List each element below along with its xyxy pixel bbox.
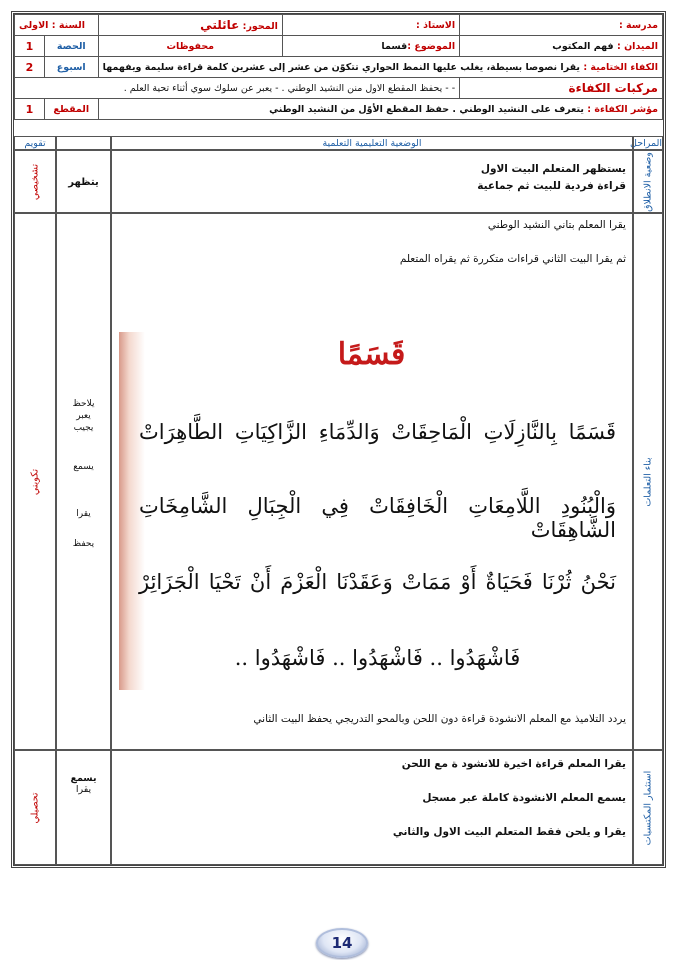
stage-invest-label: استثمار المكتسبات	[642, 770, 654, 845]
axis-cell	[98, 15, 282, 36]
invest-line-1: يقرا المعلم قراءة اخيرة للانشود ة مع اللحن	[401, 758, 626, 770]
week-value: 2	[15, 57, 45, 78]
eval-header: تقويم	[14, 136, 56, 150]
indicator-text: يتعرف على النشيد الوطني . حفظ المقطع الأوّل من النشيد الوطني	[269, 103, 584, 115]
build-line-2: ثم يقرا البيت الثاني قراءات متكررة ثم يقراه المتعلم	[399, 253, 626, 265]
school-cell: مدرسة :	[460, 15, 663, 36]
eval-diagnostic	[14, 150, 56, 213]
stages-header: المراحل	[630, 138, 662, 149]
eval-formative	[14, 213, 56, 750]
stage-launch	[633, 150, 663, 213]
invest-side	[56, 750, 111, 865]
anthem-verse-1: قَسَمًا بِالنَّازِلَاتِ الْمَاحِقَاتْ وَالدِّمَاءِ الزَّاكِيَاتِ الطَّاهِرَاتْ	[139, 420, 616, 444]
page-number-badge: 14	[316, 928, 368, 958]
eval-summative-label: تحصيلي	[29, 792, 41, 823]
session-value: 1	[15, 36, 45, 57]
indicator-label: مؤشر الكفاءة :	[587, 103, 658, 115]
anthem-image	[119, 332, 624, 690]
components-text: - - يحفظ المقطع الاول منن النشيد الوطني . - يعبر عن سلوك سوي أثناء تحية العلم .	[15, 78, 460, 99]
stage-launch-label: وضعية الانطلاق	[642, 151, 654, 212]
situation-header: الوضعية التعليمية التعلمية	[111, 136, 633, 150]
invest-side-listen: يسمع	[70, 773, 97, 784]
launch-line-1: يستظهر المتعلم البيت الاول	[480, 163, 626, 175]
final-competence-cell	[98, 57, 662, 78]
eval-formative-label: تكويني	[29, 468, 41, 495]
lesson-header-table	[14, 14, 663, 120]
side-memorize: يحفظ	[72, 539, 95, 549]
topic-label: الموضوع :	[407, 40, 456, 52]
anthem-title: قَسَمًا	[337, 337, 406, 372]
side-listen: يسمع	[73, 462, 94, 472]
side-answer: يجيب	[73, 423, 94, 433]
indicator-cell	[98, 99, 662, 120]
topic-cell	[282, 36, 459, 57]
field-cell	[460, 36, 663, 57]
memorized-cell: محفوظات	[98, 36, 282, 57]
stage-build-label: بناء التعلمات	[642, 456, 654, 507]
session-label: الحصة	[44, 36, 98, 57]
field-value: فهم المكتوب	[552, 40, 614, 52]
launch-line-2: قراءة فردية للبيت ثم جماعية	[477, 180, 626, 192]
week-label: اسبوع	[44, 57, 98, 78]
field-label: الميدان :	[616, 40, 658, 52]
side-express: يعبر	[76, 411, 91, 421]
launch-side: يتظهر	[56, 150, 111, 213]
stage-invest	[633, 750, 663, 865]
build-line-1: يقرا المعلم بتاني النشيد الوطني	[487, 219, 626, 231]
invest-side-read: يقرا	[75, 784, 92, 795]
segment-label: المقطع	[44, 99, 98, 120]
final-comp-label: الكفاء الختامية :	[583, 61, 658, 73]
invest-line-2: يسمع المعلم الانشودة كاملة عبر مسجل	[422, 792, 626, 804]
side-header	[56, 136, 111, 150]
build-side	[56, 213, 111, 750]
year-cell: السنة : الاولى	[15, 15, 99, 36]
side-read: يقرا	[76, 509, 91, 519]
invest-line-3: يقرا و يلحن فقط المتعلم البيت الاول والثاني	[392, 826, 626, 838]
axis-label: المحور:	[242, 21, 278, 32]
anthem-verse-3: نَحْنُ ثُرْنَا فَحَيَاةٌ أَوْ مَمَاتْ وَعَقَدْنَا الْعَزْمَ أَنْ تَحْيَا الْجَزَائِرْ	[139, 570, 616, 594]
build-line-3: يردد التلاميذ مع المعلم الانشودة قراءة دون اللحن وبالمحو التدريجي يحفظ البيت الثاني	[253, 713, 626, 725]
side-observe: يلاحظ	[72, 399, 95, 409]
topic-value: قسما	[381, 40, 408, 52]
teacher-cell: الاستاذ :	[282, 15, 459, 36]
anthem-verse-4: فَاشْهَدُوا .. فَاشْهَدُوا .. فَاشْهَدُوا ..	[234, 646, 521, 670]
segment-value: 1	[15, 99, 45, 120]
anthem-verse-2: وَالْبُنُودِ اللَّامِعَاتِ الْخَافِقَاتْ فِي الْجِبَالِ الشَّامِخَاتِ الشَّاهِقَاتْ	[139, 494, 616, 542]
axis-value: عائلتي	[200, 18, 240, 32]
final-comp-text: يقرا نصوصا بسيطة، يغلب عليها النمط الحواري تتكوّن من عشر إلى عشرين كلمة قراءة سليمة ويفهمها	[102, 61, 581, 73]
invest-situation	[111, 750, 633, 865]
eval-summative	[14, 750, 56, 865]
launch-situation	[111, 150, 633, 213]
components-label: مركبات الكفاءة	[460, 78, 663, 99]
stage-build	[633, 213, 663, 750]
eval-diagnostic-label: تشخيصي	[29, 163, 41, 200]
